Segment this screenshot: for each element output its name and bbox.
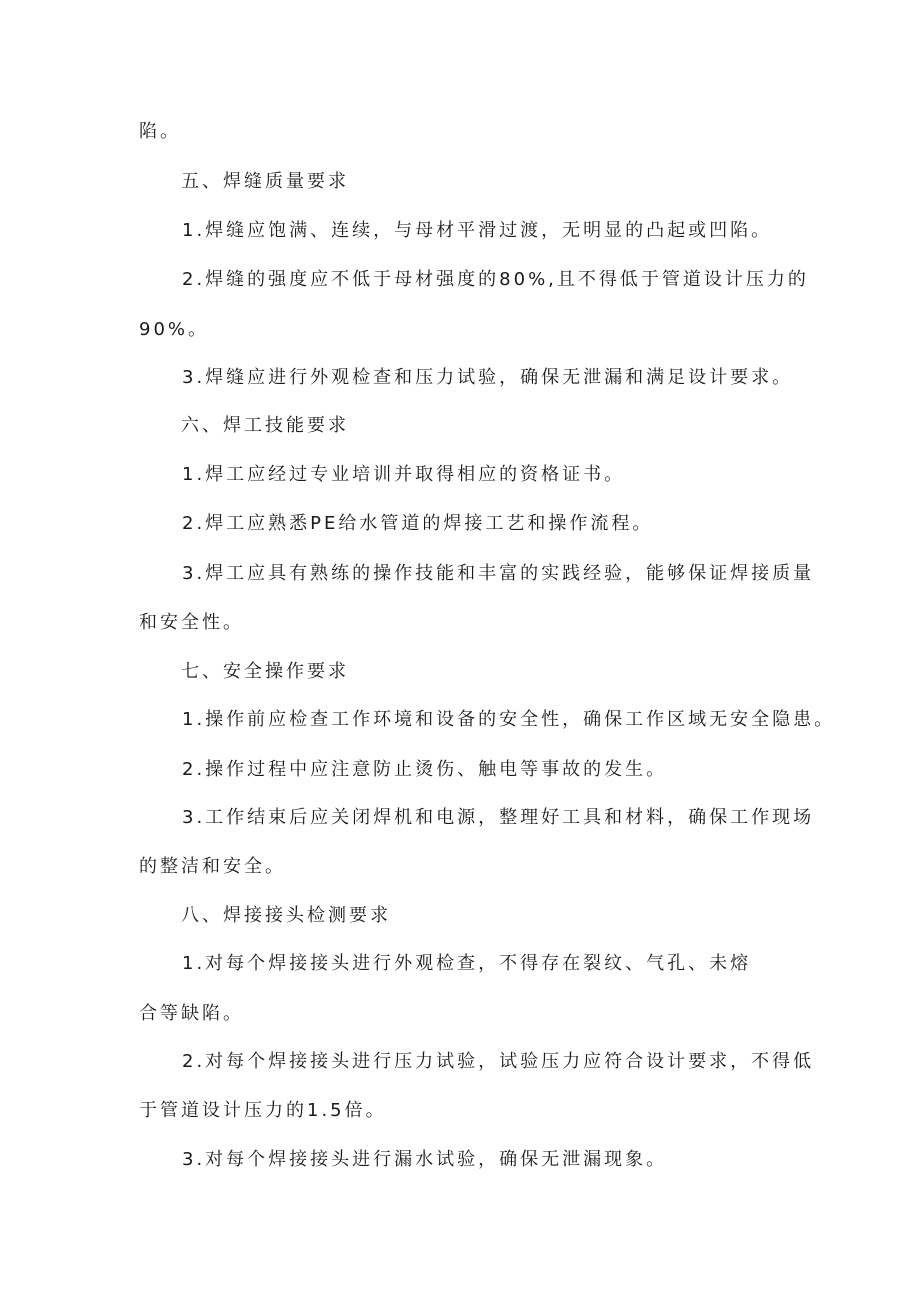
list-item: 1.操作前应检查工作环境和设备的安全性，确保工作区域无安全隐患。 — [182, 709, 836, 730]
list-item: 1.焊缝应饱满、连续，与母材平滑过渡，无明显的凸起或凹陷。 — [182, 220, 773, 241]
list-item: 3.工作结束后应关闭焊机和电源，整理好工具和材料，确保工作现场 — [182, 807, 815, 828]
list-item: 3.焊缝应进行外观检查和压力试验，确保无泄漏和满足设计要求。 — [182, 367, 794, 388]
paragraph-continuation: 陷。 — [139, 121, 181, 142]
paragraph-continuation: 90%。 — [139, 319, 210, 340]
list-item: 3.焊工应具有熟练的操作技能和丰富的实践经验，能够保证焊接质量 — [182, 563, 815, 584]
section-heading-7: 七、安全操作要求 — [181, 661, 349, 682]
list-item: 1.对每个焊接接头进行外观检查，不得存在裂纹、气孔、未熔 — [182, 953, 752, 974]
section-heading-5: 五、焊缝质量要求 — [181, 171, 349, 192]
list-item: 2.操作过程中应注意防止烫伤、触电等事故的发生。 — [182, 759, 668, 780]
list-item: 2.焊缝的强度应不低于母材强度的80%,且不得低于管道设计压力的 — [182, 269, 809, 290]
list-item: 2.对每个焊接接头进行压力试验，试验压力应符合设计要求，不得低 — [182, 1051, 815, 1072]
list-item: 2.焊工应熟悉PE给水管道的焊接工艺和操作流程。 — [182, 513, 654, 534]
paragraph-continuation: 合等缺陷。 — [139, 1003, 244, 1024]
list-item: 1.焊工应经过专业培训并取得相应的资格证书。 — [182, 464, 626, 485]
section-heading-8: 八、焊接接头检测要求 — [181, 905, 391, 926]
list-item: 3.对每个焊接接头进行漏水试验，确保无泄漏现象。 — [182, 1149, 668, 1170]
section-heading-6: 六、焊工技能要求 — [181, 415, 349, 436]
paragraph-continuation: 和安全性。 — [139, 612, 244, 633]
paragraph-continuation: 于管道设计压力的1.5倍。 — [139, 1100, 387, 1121]
paragraph-continuation: 的整洁和安全。 — [139, 856, 286, 877]
